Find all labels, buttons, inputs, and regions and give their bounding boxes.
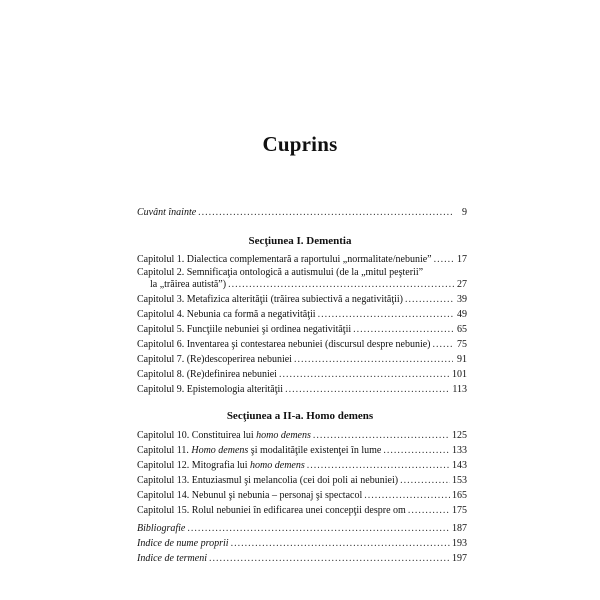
page-title: Cuprins — [262, 132, 338, 156]
toc-entry-label: Capitolul 2. Semnificaţia ontologică a autismului (de la „mitul peşterii” — [137, 267, 424, 278]
toc-entry — [137, 353, 467, 366]
toc-entry-label: Capitolul 5. Funcţiile nebuniei şi ordinea negativităţii — [137, 324, 352, 335]
toc-entry-label: Capitolul 11. Homo demens şi modalităţile existenţei în lume — [137, 445, 382, 456]
toc-entry-label: Capitolul 3. Metafizica alterităţii (trăirea subiectivă a negativităţii) — [137, 294, 404, 305]
toc-entry-page: 91 — [457, 354, 467, 365]
toc-entry-label: Capitolul 10. Constituirea lui homo demens — [137, 430, 311, 441]
toc-entry — [137, 474, 467, 487]
toc-entry-term-index — [137, 552, 467, 565]
toc-entry-preface — [137, 206, 467, 219]
toc-entry-label: Indice de termeni — [137, 553, 207, 564]
toc-entry-page: 197 — [452, 553, 467, 564]
toc-entry-continuation — [150, 278, 467, 291]
leader-dots — [279, 368, 450, 381]
toc-entry-label: Capitolul 14. Nebunul şi nebunia – personaj şi spectacol — [137, 490, 363, 501]
toc-entry-page: 193 — [452, 538, 467, 549]
toc-entry-page: 133 — [452, 445, 467, 456]
toc-entry-page: 65 — [457, 324, 467, 335]
toc-entry — [137, 383, 467, 396]
toc-entry-label: Capitolul 15. Rolul nebuniei în edificarea unei concepţii despre om — [137, 505, 406, 516]
leader-dots — [383, 444, 450, 457]
toc-entry-page: 75 — [457, 339, 467, 350]
toc-entry — [137, 459, 467, 472]
leader-dots — [228, 278, 455, 291]
leader-dots — [209, 552, 450, 565]
leader-dots — [353, 323, 453, 336]
toc-entry — [137, 253, 467, 266]
leader-dots — [434, 253, 453, 266]
toc-entry-page: 27 — [457, 279, 467, 290]
toc-entry-label: Capitolul 13. Entuziasmul şi melancolia (cei doi poli ai nebuniei) — [137, 475, 399, 486]
leader-dots — [313, 429, 450, 442]
section-heading: Secţiunea I. Dementia — [248, 235, 352, 247]
toc-entry — [137, 444, 467, 457]
toc-entry-label: la „trăirea autistă”) — [150, 279, 227, 290]
leader-dots — [405, 293, 453, 306]
toc-entry-page: 113 — [452, 384, 467, 395]
toc-entry-page: 143 — [452, 460, 467, 471]
toc-entry-label: Capitolul 12. Mitografia lui homo demens — [137, 460, 305, 471]
toc-entry-page: 125 — [452, 430, 467, 441]
leader-dots — [198, 206, 453, 219]
toc-entry-label: Capitolul 6. Inventarea şi contestarea nebuniei (discursul despre nebunie) — [137, 339, 431, 350]
leader-dots — [231, 537, 450, 550]
toc-entry-page: 49 — [457, 309, 467, 320]
toc-entry-label: Capitolul 9. Epistemologia alterităţii — [137, 384, 284, 395]
section-heading: Secţiunea a II-a. Homo demens — [226, 410, 374, 422]
toc-entry-label: Capitolul 7. (Re)descoperirea nebuniei — [137, 354, 292, 365]
leader-dots — [408, 504, 450, 517]
leader-dots — [433, 338, 453, 351]
toc-entry-bibliography — [137, 522, 467, 535]
leader-dots — [364, 489, 450, 502]
toc-entry — [137, 338, 467, 351]
toc-entry — [137, 368, 467, 381]
leader-dots — [285, 383, 450, 396]
toc-entry-label: Bibliografie — [137, 523, 186, 534]
toc-entry-page: 165 — [452, 490, 467, 501]
toc-entry — [137, 429, 467, 442]
toc-entry-label: Capitolul 4. Nebunia ca formă a negativităţii — [137, 309, 316, 320]
toc-entry-label: Capitolul 8. (Re)definirea nebuniei — [137, 369, 277, 380]
leader-dots — [307, 459, 450, 472]
toc-entry-page: 9 — [462, 207, 467, 218]
toc-entry — [137, 293, 467, 306]
toc-entry-label: Capitolul 1. Dialectica complementară a raportului „normalitate/nebunie” — [137, 254, 432, 265]
toc-entry — [137, 323, 467, 336]
leader-dots — [318, 308, 453, 321]
leader-dots — [294, 353, 453, 366]
toc-entry-page: 39 — [457, 294, 467, 305]
toc-entry-label: Indice de nume proprii — [137, 538, 229, 549]
toc-entry-label: Cuvânt înainte — [137, 207, 197, 218]
toc-entry-name-index — [137, 537, 467, 550]
toc-entry-page: 187 — [452, 523, 467, 534]
toc-entry-page: 153 — [452, 475, 467, 486]
toc-entry — [137, 489, 467, 502]
toc-entry-page: 175 — [452, 505, 467, 516]
toc-entry — [137, 308, 467, 321]
toc-entry-page: 17 — [457, 254, 467, 265]
leader-dots — [400, 474, 450, 487]
toc-entry — [137, 504, 467, 517]
leader-dots — [187, 522, 450, 535]
toc-entry-page: 101 — [452, 369, 467, 380]
